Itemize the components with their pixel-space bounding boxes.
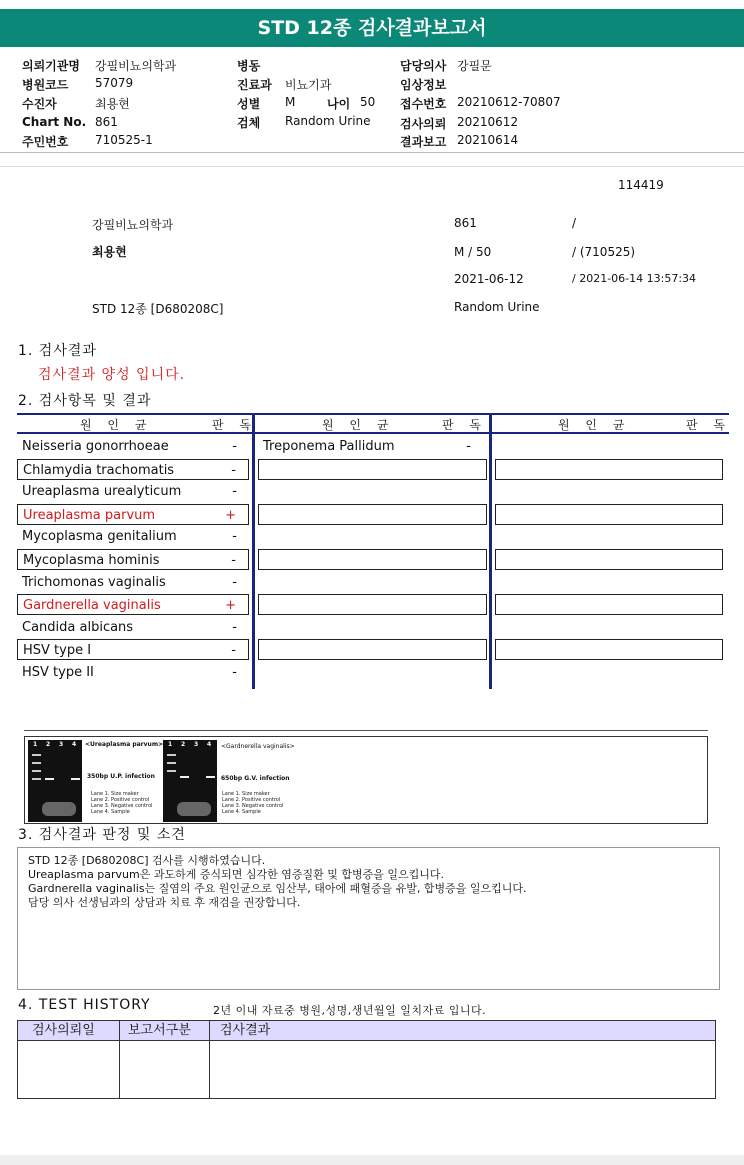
value-receipt-no: 20210612-70807 (457, 95, 561, 109)
comment-line: 담당 의사 선생님과의 상담과 치료 후 재검을 권장합니다. (28, 896, 301, 909)
label-clinical-info: 임상정보 (400, 78, 447, 92)
label-ward: 병동 (237, 59, 261, 73)
info-sex-age: M / 50 (454, 245, 492, 259)
empty-result-cell (258, 549, 487, 570)
table-top-border (17, 413, 729, 415)
pathogen-name: Candida albicans (22, 620, 134, 635)
value-specimen: Random Urine (285, 114, 371, 128)
gel-left-band: 350bp U.P. infection (87, 773, 155, 780)
pathogen-name: Trichomonas vaginalis (22, 575, 166, 590)
value-request-date: 20210612 (457, 115, 519, 129)
result-row (17, 436, 249, 457)
result-row (17, 481, 249, 502)
lane-label: 3 (194, 741, 199, 748)
comment-line: Gardnerella vaginalis는 질염의 주요 원인균으로 임산부, 태아에 패혈증을 유발, 합병증을 일으킵니다. (28, 882, 527, 895)
info-rrn: / (710525) (572, 245, 636, 259)
empty-result-cell (258, 459, 487, 480)
result-row (17, 504, 249, 525)
overall-result: 검사결과 양성 입니다. (38, 367, 186, 383)
result-row (17, 617, 249, 638)
pathogen-result: - (232, 620, 237, 635)
header-pathogen-1: 원 인 균 (80, 418, 153, 432)
result-row (17, 526, 249, 547)
section-2-title: 2. 검사항목 및 결과 (18, 393, 152, 409)
pathogen-result: - (232, 575, 237, 590)
info-specimen: Random Urine (454, 300, 540, 314)
pathogen-name: Ureaplasma urealyticum (22, 484, 182, 499)
gel-top-line (24, 730, 708, 731)
value-age: 50 (360, 95, 376, 109)
comment-line: Ureaplasma parvum은 과도하게 증식되면 심각한 염증질환 및 합병증을 일으킵니다. (28, 868, 444, 881)
lane-label: 4 (207, 741, 212, 748)
lane-label: 2 (181, 741, 186, 748)
lane-label: 4 (72, 741, 77, 748)
header-judgment-1: 판 독 (212, 418, 257, 432)
empty-result-cell (495, 504, 723, 525)
section-4-title: 4. TEST HISTORY (18, 997, 151, 1013)
pathogen-result: - (466, 439, 471, 454)
table-divider-2 (489, 413, 492, 689)
label-sex: 성별 (237, 97, 261, 111)
value-doctor: 강필문 (457, 59, 492, 73)
pathogen-result: - (231, 643, 236, 658)
gel-image-left (28, 740, 82, 822)
lane-label: 1 (168, 741, 173, 748)
pathogen-name: Ureaplasma parvum (23, 508, 156, 523)
label-age: 나이 (327, 97, 351, 111)
info-report-datetime: / 2021-06-14 13:57:34 (572, 272, 697, 285)
result-row (17, 459, 249, 480)
result-row (17, 572, 249, 593)
label-chart-no: Chart No. (22, 115, 87, 129)
pathogen-result: + (225, 598, 236, 613)
header-pathogen-3: 원 인 균 (558, 418, 631, 432)
value-patient: 최용현 (95, 97, 130, 111)
history-cell (209, 1041, 716, 1099)
pathogen-name: Neisseria gonorrhoeae (22, 439, 169, 454)
pathogen-name: Chlamydia trachomatis (23, 463, 175, 478)
pathogen-name: Treponema Pallidum (263, 439, 395, 454)
history-header-request-date: 검사의뢰일 (17, 1020, 120, 1041)
gel-image-right (163, 740, 217, 822)
gel-right-band: 650bp G.V. infection (221, 775, 290, 782)
gel-right-title: <Gardnerella vaginalis> (221, 743, 295, 750)
lane-label: 2 (46, 741, 51, 748)
empty-result-cell (495, 459, 723, 480)
gel-right-legend: Lane 1. Size maker Lane 2. Positive control Lane 3. Negative control Lane 4. Sample (222, 791, 284, 815)
lane-label: 3 (59, 741, 64, 748)
pathogen-name: Gardnerella vaginalis (23, 598, 161, 613)
label-report-date: 결과보고 (400, 135, 447, 149)
empty-result-cell (495, 594, 723, 615)
info-code: 114419 (618, 178, 664, 192)
pathogen-name: Mycoplasma genitalium (22, 529, 177, 544)
section-1-title: 1. 검사결과 (18, 343, 97, 359)
label-patient: 수진자 (22, 97, 57, 111)
header-divider-2 (0, 166, 744, 167)
label-department: 진료과 (237, 78, 272, 92)
result-row-treponema (258, 436, 487, 457)
label-doctor: 담당의사 (400, 59, 447, 73)
footer-bar (0, 1155, 744, 1165)
empty-result-cell (258, 594, 487, 615)
pathogen-result: - (232, 529, 237, 544)
history-header-report-type: 보고서구분 (119, 1020, 210, 1041)
gel-image-panel (24, 736, 708, 824)
section-3-title: 3. 검사결과 판정 및 소견 (18, 827, 186, 843)
pathogen-result: - (232, 484, 237, 499)
label-institution: 의뢰기관명 (22, 59, 80, 73)
empty-result-cell (258, 639, 487, 660)
info-hospital: 강필비뇨의학과 (92, 218, 174, 232)
history-cell (17, 1041, 120, 1099)
info-request-date: 2021-06-12 (454, 272, 524, 286)
value-department: 비뇨기과 (285, 78, 332, 92)
value-sex: M (285, 95, 296, 109)
value-report-date: 20210614 (457, 133, 519, 147)
info-slash: / (572, 216, 577, 230)
info-name: 최용현 (92, 245, 127, 259)
label-specimen: 검체 (237, 116, 261, 130)
comment-line: STD 12종 [D680208C] 검사를 시행하였습니다. (28, 854, 266, 867)
pathogen-name: HSV type I (23, 643, 92, 658)
lane-label: 1 (33, 741, 38, 748)
pathogen-name: HSV type II (22, 665, 94, 680)
history-cell (119, 1041, 210, 1099)
result-row (17, 594, 249, 615)
pathogen-result: - (232, 439, 237, 454)
header-judgment-3: 판 독 (686, 418, 731, 432)
pathogen-result: - (231, 463, 236, 478)
result-row (17, 549, 249, 570)
history-note: 2년 이내 자료중 병원,성명,생년월일 일치자료 입니다. (213, 1004, 487, 1017)
pathogen-result: - (232, 665, 237, 680)
table-divider-1 (252, 413, 255, 689)
report-title: STD 12종 검사결과보고서 (0, 9, 744, 47)
gel-left-legend: Lane 1. Size maker Lane 2. Positive control Lane 3. Negative control Lane 4. Sample (91, 791, 153, 815)
empty-result-cell (495, 639, 723, 660)
info-chart: 861 (454, 216, 477, 230)
value-institution: 강필비뇨의학과 (95, 59, 177, 73)
header-pathogen-2: 원 인 균 (322, 418, 395, 432)
result-row (17, 639, 249, 660)
pathogen-result: + (225, 508, 236, 523)
pathogen-name: Mycoplasma hominis (23, 553, 160, 568)
info-test-name: STD 12종 [D680208C] (92, 302, 224, 316)
header-divider (0, 152, 744, 153)
value-hospital-code: 57079 (95, 76, 134, 90)
label-receipt-no: 접수번호 (400, 97, 447, 111)
pathogen-result: - (231, 553, 236, 568)
value-chart-no: 861 (95, 115, 118, 129)
comments-box (17, 847, 720, 990)
label-request-date: 검사의뢰 (400, 117, 447, 131)
label-hospital-code: 병원코드 (22, 78, 69, 92)
empty-result-cell (258, 504, 487, 525)
result-row (17, 662, 249, 683)
label-rrn: 주민번호 (22, 135, 69, 149)
empty-result-cell (495, 549, 723, 570)
value-rrn: 710525-1 (95, 133, 153, 147)
gel-left-title: <Ureaplasma parvum> (85, 741, 164, 748)
header-judgment-2: 판 독 (442, 418, 487, 432)
history-header-result: 검사결과 (209, 1020, 716, 1041)
